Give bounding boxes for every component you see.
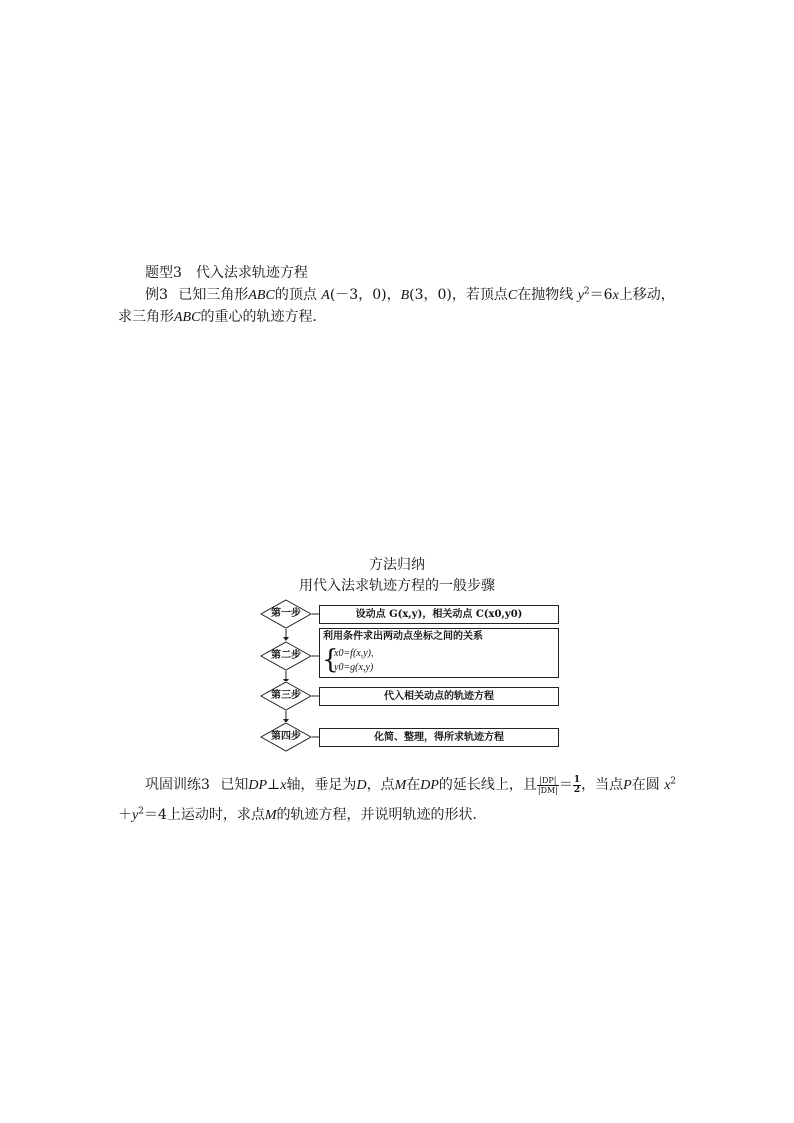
exercise-text: 的延长线上，且 — [438, 777, 537, 793]
step-1-label: 第一步 — [271, 608, 301, 619]
exercise-text: 轴，垂足为 — [286, 777, 357, 793]
method-subtitle: 用代入法求轨迹方程的一般步骤 — [299, 578, 495, 594]
point-a-coords: (－3，0)， — [329, 287, 401, 303]
exercise-line-1 — [145, 775, 676, 796]
x-axis: x — [280, 778, 287, 793]
exercise-text: 在 — [406, 777, 421, 793]
exercise-text: 已知 — [220, 777, 249, 793]
half-denominator: 2 — [573, 784, 581, 795]
circle-x: x — [664, 778, 671, 793]
ratio-fraction — [537, 776, 559, 795]
point-m: M — [264, 808, 277, 823]
step-3-diamond — [260, 681, 312, 711]
section-heading: 题型3 代入法求轨迹方程 — [145, 265, 308, 281]
step-3-box — [319, 687, 559, 706]
example-text: 在抛物线 — [517, 287, 574, 303]
point-d: D — [356, 778, 367, 793]
circle-y-exp: 2 — [138, 806, 144, 817]
step-4-box — [319, 728, 559, 747]
ratio-denominator: |DM| — [537, 785, 558, 795]
parabola-x: x — [612, 288, 619, 303]
step-2-diamond — [260, 641, 312, 671]
equals-sign: ＝ — [558, 777, 573, 793]
parabola-y: y — [577, 288, 584, 303]
plus-sign: ＋ — [118, 807, 132, 823]
example-text: 求三角形 — [118, 309, 174, 325]
exercise-label: 巩固训练3 — [145, 777, 210, 793]
triangle-name: ABC — [174, 310, 201, 325]
step-4-label: 第四步 — [271, 731, 301, 742]
exercise-text: 的轨迹方程，并说明轨迹的形状． — [276, 807, 487, 823]
point-c: C — [507, 288, 518, 303]
exercise-text: ，点 — [366, 777, 395, 793]
step-1-diamond — [260, 599, 312, 629]
step-2-label: 第二步 — [271, 650, 301, 661]
step-4-text: 化简、整理，得所求轨迹方程 — [374, 732, 504, 743]
step-3-label: 第三步 — [271, 690, 301, 701]
triangle-name: ABC — [248, 288, 275, 303]
step-1-text: 设动点 G(x,y)，相关动点 C(x0,y0) — [355, 609, 523, 620]
exercise-line-2 — [118, 805, 487, 826]
segment-dp: DP — [420, 778, 439, 793]
parabola-exp: 2 — [583, 286, 590, 297]
example-text: 上移动， — [618, 287, 675, 303]
point-b: B — [400, 288, 410, 303]
exercise-text: ＝4上运动时，求点 — [143, 807, 265, 823]
step-3-text: 代入相关动点的轨迹方程 — [384, 691, 494, 702]
point-m: M — [394, 778, 407, 793]
example-text: 已知三角形 — [178, 287, 249, 303]
example-text: 的顶点 — [274, 287, 317, 303]
circle-y: y — [132, 808, 139, 823]
exercise-text: ，当点 — [581, 777, 624, 793]
circle-x-exp: 2 — [670, 776, 677, 787]
segment-dp: DP — [248, 778, 268, 793]
step-2-box — [319, 628, 559, 678]
brace-icon: { — [322, 645, 339, 675]
step-4-diamond — [260, 722, 312, 752]
step-2-line-2: x0=f(x,y), — [334, 648, 374, 659]
step-2-line-3: y0=g(x,y) — [334, 662, 374, 673]
point-b-coords: (3，0)，若顶点 — [409, 287, 508, 303]
point-p: P — [623, 778, 632, 793]
step-2-line-1: 利用条件求出两动点坐标之间的关系 — [323, 631, 483, 642]
perp-symbol: ⊥ — [267, 777, 281, 793]
parabola-eq: ＝6 — [589, 287, 613, 303]
half-fraction — [573, 776, 581, 795]
example-text: 的重心的轨迹方程． — [200, 309, 327, 325]
method-title: 方法归纳 — [369, 557, 425, 573]
half-numerator: 1 — [573, 774, 581, 785]
point-a: A — [321, 288, 330, 303]
ratio-numerator: |DP| — [537, 776, 559, 786]
step-1-box — [319, 605, 559, 624]
exercise-text: 在圆 — [631, 777, 660, 793]
example-label: 例3 — [145, 287, 168, 303]
